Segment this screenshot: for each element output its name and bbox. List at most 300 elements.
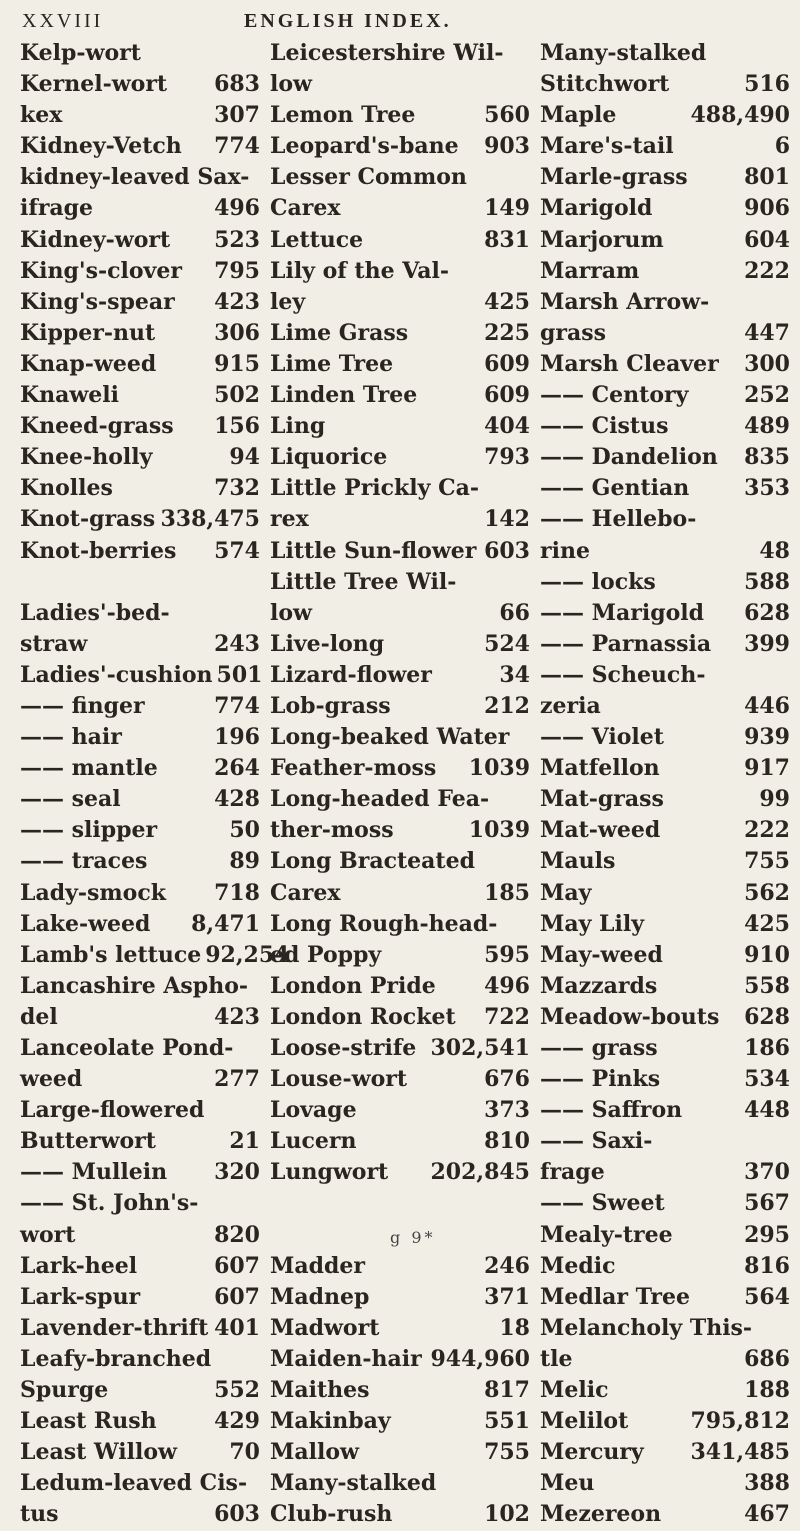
entry-page: 212 <box>484 692 530 719</box>
entry-page: 552 <box>214 1377 260 1404</box>
entry-term: —— locks <box>540 568 656 595</box>
entry-page: 1039 <box>468 817 530 844</box>
entry-term: —— Hellebo- <box>540 506 697 533</box>
entry-page: 501 <box>216 661 263 688</box>
entry-term: straw <box>20 630 88 657</box>
entry-term: frage <box>540 1159 605 1186</box>
entry-page <box>526 162 530 193</box>
index-entry <box>270 567 530 598</box>
index-entry <box>270 660 530 691</box>
index-entry <box>270 100 530 131</box>
entry-page: 496 <box>484 972 530 999</box>
entry-page: 523 <box>214 226 260 253</box>
entry-page: 320 <box>214 1159 260 1186</box>
index-entry <box>540 380 790 411</box>
entry-term: Knap-weed <box>20 350 157 377</box>
index-entry <box>270 504 530 535</box>
entry-term: Leopard's-bane <box>270 133 459 160</box>
entry-page: 277 <box>214 1066 260 1093</box>
entry-page <box>526 1220 530 1251</box>
entry-term: Loose-strife <box>270 1035 417 1061</box>
entry-term: King's-spear <box>20 288 175 315</box>
entry-page: 404 <box>484 413 530 440</box>
entry-page: 222 <box>744 817 790 844</box>
entry-page <box>526 69 530 100</box>
entry-term: Melancholy This- <box>540 1314 753 1341</box>
entry-term: Lucern <box>270 1128 357 1155</box>
index-entry <box>540 1499 790 1530</box>
index-entry <box>270 1313 530 1344</box>
entry-term: ed Poppy <box>270 941 382 968</box>
entry-term: Lark-spur <box>20 1283 141 1310</box>
index-entry <box>270 287 530 318</box>
entry-page <box>526 846 530 877</box>
entry-page: 831 <box>484 226 530 253</box>
entry-page: 353 <box>744 475 790 502</box>
entry-page <box>786 1126 790 1157</box>
index-entry <box>540 318 790 349</box>
entry-page: 196 <box>214 724 260 751</box>
index-entry <box>20 349 260 380</box>
index-entry <box>20 473 260 504</box>
index-entry <box>540 940 790 971</box>
index-entry <box>20 784 260 815</box>
index-entry <box>270 131 530 162</box>
entry-term: Knot-grass <box>20 506 156 533</box>
index-entry <box>540 442 790 473</box>
entry-page: 246 <box>484 1252 530 1279</box>
entry-term: —— hair <box>20 724 122 751</box>
index-entry <box>540 971 790 1002</box>
entry-term: Carex <box>270 195 341 222</box>
entry-page: 446 <box>744 692 790 719</box>
index-entry <box>20 753 260 784</box>
index-entry <box>540 691 790 722</box>
entry-term: —— St. John's- <box>20 1190 199 1217</box>
entry-page <box>256 1468 260 1499</box>
entry-term: Marjorum <box>540 226 664 253</box>
entry-page: 910 <box>744 941 790 968</box>
index-entry <box>20 1033 260 1064</box>
index-entry <box>270 162 530 193</box>
entry-term: Medlar Tree <box>540 1283 690 1310</box>
entry-term: Large-flowered <box>20 1097 205 1124</box>
index-entry <box>270 940 530 971</box>
entry-page: 906 <box>744 195 790 222</box>
entry-term: Knee-holly <box>20 444 153 471</box>
entry-term: tus <box>20 1501 59 1528</box>
index-entry <box>540 504 790 535</box>
index-entry <box>270 193 530 224</box>
index-entry <box>540 784 790 815</box>
entry-term: Stitchwort <box>540 71 670 98</box>
index-entry <box>540 1126 790 1157</box>
entry-term: Marle-grass <box>540 164 688 191</box>
entry-page: 428 <box>214 786 260 813</box>
entry-term: —— grass <box>540 1035 658 1061</box>
entry-page <box>526 38 530 69</box>
entry-term: Makinbay <box>270 1408 391 1435</box>
entry-page: 338,475 <box>160 506 260 533</box>
index-entry <box>540 1406 790 1437</box>
entry-term: —— Violet <box>540 724 664 751</box>
index-entry <box>540 1313 790 1344</box>
index-entry <box>20 691 260 722</box>
index-entry <box>20 1002 260 1033</box>
entry-term: Melic <box>540 1377 609 1404</box>
index-entry <box>540 1282 790 1313</box>
index-entry <box>270 380 530 411</box>
index-entry <box>20 940 290 971</box>
index-entry <box>20 411 260 442</box>
entry-term: Medic <box>540 1252 616 1279</box>
entry-page: 8,471 <box>191 910 260 937</box>
index-entry <box>20 536 260 567</box>
entry-page: 388 <box>744 1470 790 1497</box>
index-entry <box>20 162 260 193</box>
index-entry <box>270 815 530 846</box>
index-entry <box>540 722 790 753</box>
index-entry <box>540 598 790 629</box>
index-entry <box>20 318 260 349</box>
index-entry <box>540 878 790 909</box>
entry-term: Kernel-wort <box>20 71 168 98</box>
index-entry <box>270 1064 530 1095</box>
index-entry <box>20 1406 260 1437</box>
index-entry <box>540 1095 790 1126</box>
index-entry <box>20 131 260 162</box>
entry-page: 496 <box>214 195 260 222</box>
index-entry <box>20 1188 260 1219</box>
index-entry <box>540 909 790 940</box>
entry-page: 534 <box>744 1066 790 1093</box>
index-entry <box>270 1468 530 1499</box>
index-entry <box>20 1126 260 1157</box>
index-entry <box>20 69 260 100</box>
entry-term: Lamb's lettuce <box>20 941 202 968</box>
entry-page: 810 <box>484 1128 530 1155</box>
entry-term: Mat-weed <box>540 817 661 844</box>
entry-term: —— Saffron <box>540 1097 683 1124</box>
signature-mark: g 9* <box>390 1228 436 1247</box>
entry-term: —— Centory <box>540 382 689 409</box>
index-entry <box>540 256 790 287</box>
index-entry <box>20 1313 260 1344</box>
entry-term: zeria <box>540 692 601 719</box>
entry-page: 202,845 <box>430 1159 530 1186</box>
index-entry <box>20 287 260 318</box>
entry-term: Long Rough-head- <box>270 910 498 937</box>
entry-page <box>526 722 530 753</box>
entry-page: 524 <box>484 630 530 657</box>
entry-page: 66 <box>499 599 530 626</box>
index-entry <box>20 1344 260 1375</box>
entry-term: Mazzards <box>540 972 658 999</box>
entry-page: 188 <box>744 1377 790 1404</box>
entry-term: wort <box>20 1221 76 1248</box>
index-entry <box>20 846 260 877</box>
entry-term: Linden Tree <box>270 382 418 409</box>
entry-term: Ladies'-bed- <box>20 599 170 626</box>
index-entry <box>20 225 260 256</box>
entry-page <box>526 567 530 598</box>
entry-term: low <box>270 71 312 98</box>
entry-term: Lavender-thrift <box>20 1314 209 1341</box>
entry-page: 732 <box>214 475 260 502</box>
entry-page: 70 <box>229 1439 260 1466</box>
index-entry <box>540 100 790 131</box>
entry-term: Lovage <box>270 1097 357 1124</box>
entry-page: 371 <box>484 1283 530 1310</box>
index-entry <box>20 1251 260 1282</box>
index-entry <box>540 660 790 691</box>
entry-term: Melilot <box>540 1408 629 1435</box>
entry-page: 373 <box>484 1097 530 1124</box>
entry-term: kidney-leaved Sax- <box>20 164 250 191</box>
entry-page <box>526 784 530 815</box>
entry-term: Lizard-flower <box>270 661 432 688</box>
page-number: XXVIII <box>22 10 104 32</box>
index-entry <box>20 722 260 753</box>
entry-page: 820 <box>214 1221 260 1248</box>
entry-term: May Lily <box>540 910 645 937</box>
entry-page: 99 <box>759 786 790 813</box>
entry-term: Lob-grass <box>270 692 391 719</box>
entry-page: 142 <box>484 506 530 533</box>
entry-term: Marsh Cleaver <box>540 350 719 377</box>
entry-page: 425 <box>484 288 530 315</box>
index-entry <box>540 1468 790 1499</box>
entry-page: 89 <box>229 848 260 875</box>
entry-page: 401 <box>214 1314 260 1341</box>
entry-page: 370 <box>744 1159 790 1186</box>
entry-term: —— Scheuch- <box>540 661 706 688</box>
entry-term: Leafy-branched <box>20 1345 212 1372</box>
index-entry <box>270 1344 530 1375</box>
index-entry <box>270 722 530 753</box>
entry-term: Kneed-grass <box>20 413 174 440</box>
entry-page: 1039 <box>468 755 530 782</box>
entry-page: 448 <box>744 1097 790 1124</box>
entry-term: Little Prickly Ca- <box>270 475 479 502</box>
index-entry <box>270 1095 530 1126</box>
entry-page <box>256 971 260 1002</box>
entry-term: London Rocket <box>270 1003 456 1030</box>
entry-term: May <box>540 879 592 906</box>
entry-page: 425 <box>744 910 790 937</box>
entry-term: —— Parnassia <box>540 630 712 657</box>
index-entry <box>20 971 260 1002</box>
index-entry <box>540 753 790 784</box>
entry-page: 607 <box>214 1283 260 1310</box>
entry-page <box>786 287 790 318</box>
index-entry <box>270 598 530 629</box>
entry-page: 306 <box>214 319 260 346</box>
entry-page: 603 <box>214 1501 260 1528</box>
index-entry <box>20 1095 260 1126</box>
index-entry <box>270 411 530 442</box>
entry-term: —— Dandelion <box>540 444 718 471</box>
entry-page: 488,490 <box>690 102 790 129</box>
index-entry <box>540 411 790 442</box>
entry-page: 467 <box>744 1501 790 1528</box>
entry-page <box>256 1095 260 1126</box>
index-entry <box>20 1375 260 1406</box>
index-entry <box>540 1375 790 1406</box>
index-column-3 <box>540 38 790 1531</box>
entry-term: —— Cistus <box>540 413 669 440</box>
entry-page: 816 <box>744 1252 790 1279</box>
entry-page: 903 <box>484 133 530 160</box>
entry-term: Butterwort <box>20 1128 156 1155</box>
index-entry <box>270 442 530 473</box>
entry-term: —— Saxi- <box>540 1128 653 1155</box>
entry-term: Least Rush <box>20 1408 157 1435</box>
index-entry <box>540 815 790 846</box>
entry-page: 609 <box>484 382 530 409</box>
index-entry <box>540 846 790 877</box>
entry-term: del <box>20 1003 58 1030</box>
index-entry <box>540 567 790 598</box>
entry-term: Kelp-wort <box>20 40 141 66</box>
entry-page: 588 <box>744 568 790 595</box>
entry-term: Mare's-tail <box>540 133 674 160</box>
entry-term: Many-stalked <box>270 1470 437 1497</box>
entry-page: 156 <box>214 413 260 440</box>
entry-page: 423 <box>214 1003 260 1030</box>
entry-term: Matfellon <box>540 755 660 782</box>
entry-page <box>786 38 790 69</box>
entry-term: —— Gentian <box>540 475 690 502</box>
entry-page: 562 <box>744 879 790 906</box>
entry-page <box>256 1033 260 1064</box>
entry-term: Leicestershire Wil- <box>270 40 504 66</box>
entry-page: 92,254 <box>205 941 290 968</box>
entry-page: 607 <box>214 1252 260 1279</box>
entry-page: 252 <box>744 382 790 409</box>
index-entry <box>270 1188 530 1219</box>
entry-term: Mealy-tree <box>540 1221 673 1248</box>
entry-term: —— slipper <box>20 817 158 844</box>
entry-page: 801 <box>744 164 790 191</box>
page-header <box>22 6 782 40</box>
entry-term: Ladies'-cushion <box>20 661 213 688</box>
entry-page: 604 <box>744 226 790 253</box>
entry-term: Mezereon <box>540 1501 662 1528</box>
index-entry <box>540 1064 790 1095</box>
index-column-2 <box>270 38 530 1531</box>
entry-page: 817 <box>484 1377 530 1404</box>
entry-term: Lancashire Aspho- <box>20 972 248 999</box>
entry-page <box>256 1188 260 1219</box>
entry-page: 102 <box>484 1501 530 1528</box>
entry-term: tle <box>540 1345 573 1372</box>
entry-page <box>256 38 260 69</box>
entry-term: Liquorice <box>270 444 388 471</box>
entry-term: —— Sweet <box>540 1190 665 1217</box>
entry-term: Club-rush <box>270 1501 393 1528</box>
entry-term: Marsh Arrow- <box>540 288 710 315</box>
entry-term: —— seal <box>20 786 121 813</box>
index-entry <box>20 815 260 846</box>
entry-page: 225 <box>484 319 530 346</box>
entry-term: Maithes <box>270 1377 370 1404</box>
index-entry <box>540 193 790 224</box>
index-entry <box>20 629 260 660</box>
entry-page: 564 <box>744 1283 790 1310</box>
entry-page: 609 <box>484 350 530 377</box>
entry-term: Louse-wort <box>270 1066 408 1093</box>
entry-term: Madnep <box>270 1283 370 1310</box>
entry-term: ther-moss <box>270 817 394 844</box>
entry-page: 34 <box>499 661 530 688</box>
entry-page: 574 <box>214 537 260 564</box>
index-entry <box>20 193 260 224</box>
entry-term: Lanceolate Pond- <box>20 1035 234 1061</box>
entry-term: Mat-grass <box>540 786 664 813</box>
entry-term: Lily of the Val- <box>270 257 450 284</box>
entry-term: rine <box>540 537 590 564</box>
index-entry <box>20 1282 260 1313</box>
entry-page: 295 <box>744 1221 790 1248</box>
index-entry <box>20 442 260 473</box>
entry-term: Mercury <box>540 1439 644 1466</box>
index-entry <box>20 504 260 535</box>
entry-page <box>786 1313 790 1344</box>
index-entry <box>270 971 530 1002</box>
index-entry <box>270 753 530 784</box>
index-entry <box>270 1406 530 1437</box>
entry-page: 516 <box>744 71 790 98</box>
entry-term: King's-clover <box>20 257 182 284</box>
index-entry <box>540 69 790 100</box>
index-entry <box>20 567 260 598</box>
entry-page <box>786 660 790 691</box>
entry-page <box>256 567 260 598</box>
entry-page: 551 <box>484 1408 530 1435</box>
entry-page: 185 <box>484 879 530 906</box>
entry-term: Little Sun-flower <box>270 537 477 564</box>
index-entry <box>270 1437 530 1468</box>
index-entry <box>270 1282 530 1313</box>
entry-page <box>786 504 790 535</box>
entry-page: 6 <box>774 133 790 160</box>
entry-term: May-weed <box>540 941 663 968</box>
entry-term: Lake-weed <box>20 910 151 937</box>
entry-page: 718 <box>214 879 260 906</box>
index-entry <box>270 1033 530 1064</box>
index-entry <box>20 100 260 131</box>
entry-page: 429 <box>214 1408 260 1435</box>
entry-term: —— Mullein <box>20 1159 168 1186</box>
index-entry <box>270 629 530 660</box>
index-entry <box>270 349 530 380</box>
index-entry <box>20 256 260 287</box>
entry-term: grass <box>540 319 606 346</box>
index-entry <box>270 1002 530 1033</box>
entry-term: Mallow <box>270 1439 359 1466</box>
entry-page <box>526 909 530 940</box>
entry-page: 793 <box>484 444 530 471</box>
entry-term: Meadow-bouts <box>540 1003 720 1030</box>
entry-page <box>256 598 260 629</box>
index-entry <box>540 1437 790 1468</box>
index-entry <box>540 162 790 193</box>
entry-term: —— Marigold <box>540 599 705 626</box>
entry-term: kex <box>20 102 63 129</box>
entry-page: 835 <box>744 444 790 471</box>
index-entry <box>540 1220 790 1251</box>
